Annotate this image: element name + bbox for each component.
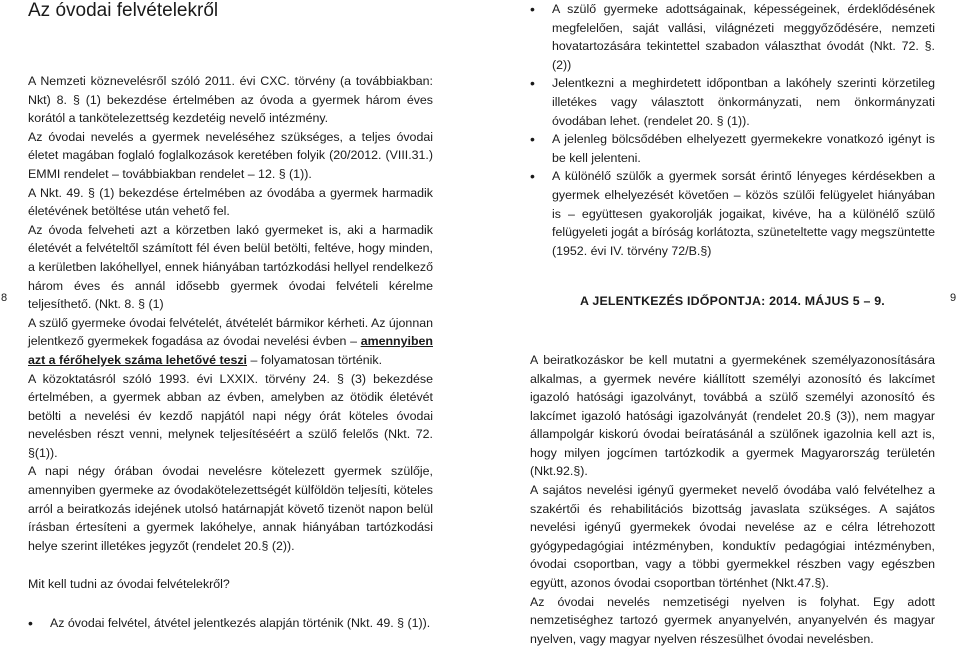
paragraph-atvetel (28, 314, 433, 370)
paragraph-nkt-intro: A Nemzeti köznevelésről szóló 2011. évi CXC. törvény (a továbbiakban: Nkt) 8. § (1) bekezdése értelmében az óvoda a gyermek három éves korától a tankötelezettség kezdetéig nevelő intézmény. (28, 74, 433, 126)
jelentkezes-heading: A JELENTKEZÉS IDŐPONTJA: 2014. MÁJUS 5 – 9. (580, 294, 885, 309)
ferohely-emphasis: amennyiben azt a férőhelyek száma lehetővé teszi (28, 334, 433, 367)
paragraph-sajatos: A sajátos nevelési igényű gyermeket nevelő óvodába való felvételhez a szakértői és rehabilitációs bizottság javaslata szükséges. A sajátos nevelési igényű gyermekek óvodai nevelése az e célra létrehozott gyógypedagógiai intézményben, konduktív pedagógiai intézményben, óvodai csoportban, vagy a többi gyermekkel részben vagy egészben együtt, azonos óvodai csoportban történhet (Nkt.47.§). (530, 483, 935, 591)
paragraph-nevelés: Az óvodai nevelés a gyermek neveléséhez szükséges, a teljes óvodai életet magában foglaló foglalkozások keretében folyik (20/2012. (VIII.31.) EMMI rendelet – továbbiakban rendelet – 12. § (1)). (28, 129, 433, 181)
left-page (28, 0, 433, 633)
list-item: • A jelenleg bölcsődében elhelyezett gyermekekre vonatkozó igényt is be kell jelenteni. (530, 130, 935, 167)
subheading-question: Mit kell tudni az óvodai felvételekről? (28, 577, 230, 592)
right-page (530, 0, 935, 648)
left-bullet-list (28, 614, 433, 633)
list-item: • Az óvodai felvétel, átvétel jelentkezés alapján történik (Nkt. 49. § (1)). (28, 614, 433, 633)
paragraph-kulfold: A napi négy órában óvodai nevelésre kötelezett gyermek szülője, amennyiben gyermeke az óvodakötelezettségét külföldön teljesíti, köteles arról a beiratkozás idejének utolsó határnapját követő tizenöt napon belül írásban értesíteni a gyermek lakóhelye, annak hiányában tartózkodási helye szerint illetékes jegyzőt (rendelet 20.§ (2)). (28, 464, 433, 553)
list-item: • A szülő gyermeke adottságainak, képességeinek, érdeklődésének megfelelően, saját vallási, világnézeti meggyőződésére, nemzeti hovatartozására tekintettel szabadon választhat óvodát (Nkt. 72. §. (2)) (530, 0, 935, 74)
list-item: • A különélő szülők a gyermek sorsát érintő lényeges kérdésekben a gyermek elhelyezését követően – közös szülői felügyelet hiányában is – együttesen gyakorolják jogaikat, kivéve, ha a különélő szülő felügyeleti jogát a bíróság korlátozta, szüneteltette vagy megszüntette (1952. évi IV. törvény 72/B.§) (530, 167, 935, 260)
paragraph-beiratkozas: A beiratkozáskor be kell mutatni a gyermekének személyazonosítására alkalmas, a gyermek nevére kiállított személyi azonosító és lakcímet igazoló hatósági igazolványt, továbbá a szülő személyi azonosító és lakcímet igazoló hatósági igazolványát (rendelet 20.§ (3)), nem magyar állampolgár kiskorú óvodai beíratásánál a szülőnek igazolnia kell azt is, hogy milyen jogcímen tartózkodik a gyermek Magyarország területén (Nkt.92.§). (530, 352, 935, 479)
right-bullet-list (530, 0, 935, 260)
paragraph-nemzetisegi: Az óvodai nevelés nemzetiségi nyelven is folyhat. Egy adott nemzetiséghez tartozó gyermek anyanyelvén, anyanyelvén és magyar nyelven, vagy magyar nyelven részesülhet óvodai nevelésben. (530, 594, 935, 646)
paragraph-kozoktatas: A közoktatásról szóló 1993. évi LXXIX. törvény 24. § (3) bekezdése értelmében, a gyermek abban az évben, amelyben az ötödik életévét betölti a nevelési év kezdő napjától napi négy órát köteles óvodai nevelésben részt venni, melynek teljesítéséért a szülő felelős (Nkt. 72. §(1)). (28, 371, 433, 460)
page-title: Az óvodai felvételekről (28, 0, 219, 21)
page-number-right: 9 (950, 292, 957, 304)
atvetel-text-b: – folyamatosan történik. (247, 352, 383, 367)
list-item: • Jelentkezni a meghirdetett időpontban a lakóhely szerinti körzetileg illetékes vagy választott önkormányzati, nem önkormányzati óvodában lehet. (rendelet 20. § (1)). (530, 74, 935, 130)
paragraph-nkt-49: A Nkt. 49. § (1) bekezdése értelmében az óvodába a gyermek harmadik életévének betöltése után vehető fel. (28, 185, 433, 219)
paragraph-felveheti: Az óvoda felveheti azt a körzetben lakó gyermeket is, aki a harmadik életévét a felvételtől számított fél éven belül betölti, feltéve, hogy minden, a kerületben lakóhellyel, ennek hiányában tartózkodási hellyel rendelkező három éves és annál idősebb gyermek óvodai felvételi kérelme teljesíthető. (Nkt. 8. § (1) (28, 222, 433, 312)
atvetel-text-a: A szülő gyermeke óvodai felvételét, átvételét bármikor kérheti. Az újonnan jelentkező gyermekek fogadása az óvodai nevelési évben – (28, 315, 433, 349)
page-number-left: 8 (1, 292, 8, 304)
